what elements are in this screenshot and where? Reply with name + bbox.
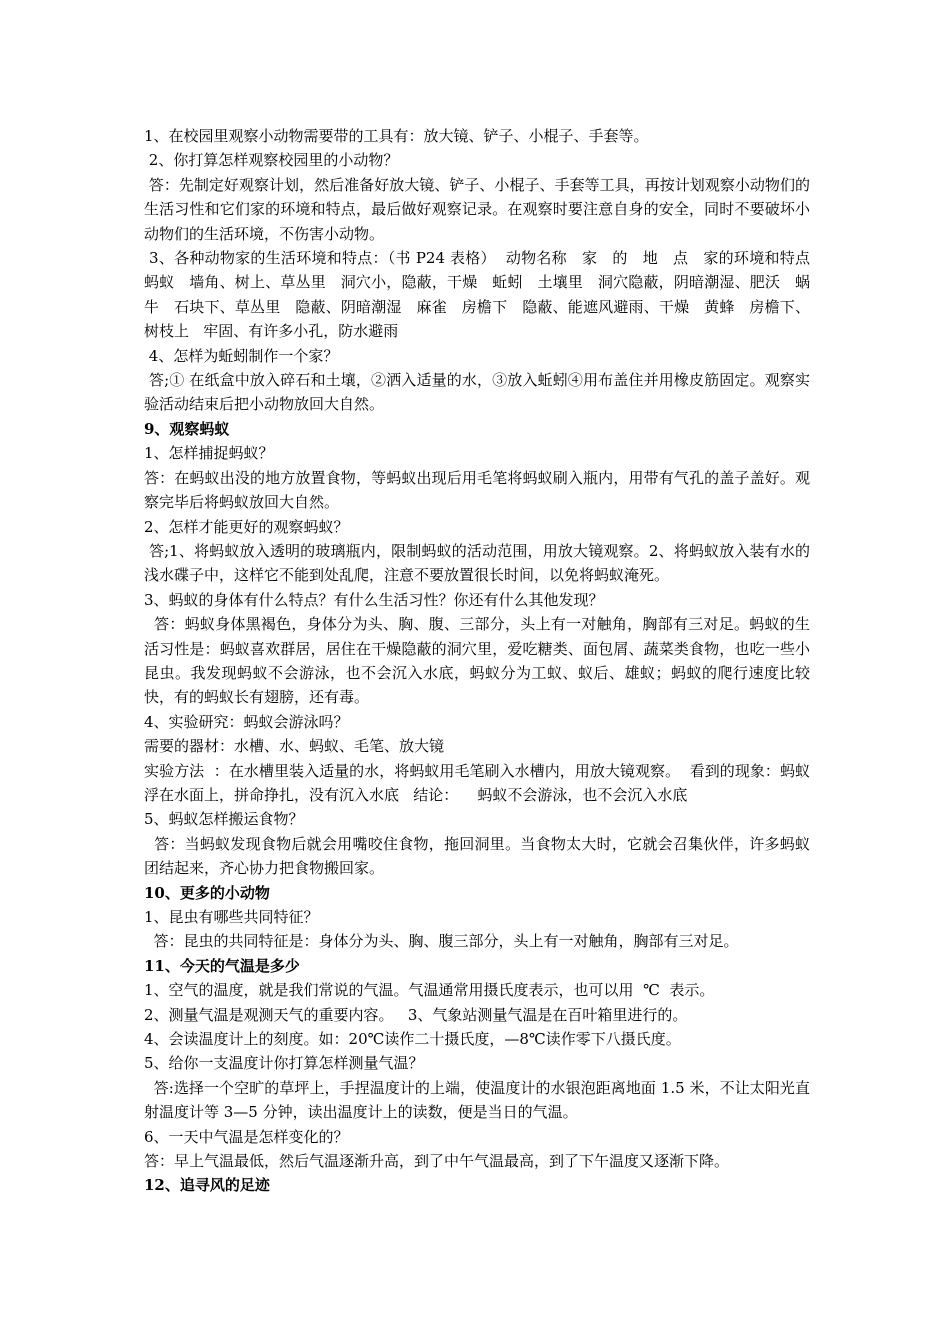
paragraph: 答：昆虫的共同特征是：身体分为头、胸、腹三部分，头上有一对触角，胸部有三对足。 <box>144 932 739 951</box>
paragraph: 3、各种动物家的生活环境和特点：（书 P24 表格） 动物名称 家 的 地 点 家的环境和特点 蚂蚁 墙角、树上、草丛里 洞穴小，隐蔽，干燥 蚯蚓 土壤里 洞穴隐蔽，阴暗潮湿、肥沃 蜗牛 石块下、草丛里 隐蔽、阴暗潮湿 麻雀 房檐下 隐蔽、能遮风避雨、干燥 黄蜂 房檐下、树枝上 牢固、有许多小孔，防水避雨 <box>144 249 825 341</box>
paragraph: 1、在校园里观察小动物需要带的工具有：放大镜、铲子、小棍子、手套等。 <box>144 127 649 145</box>
paragraph: 答：在蚂蚁出没的地方放置食物，等蚂蚁出现后用毛笔将蚂蚁刷入瓶内，用带有气孔的盖子盖好。观察完毕后将蚂蚁放回大自然。 <box>144 468 810 512</box>
paragraph: 答：蚂蚁身体黑褐色，身体分为头、胸、腹、三部分，头上有一对触角，胸部有三对足。蚂蚁的生活习性是：蚂蚁喜欢群居，居住在干燥隐蔽的洞穴里，爱吃糖类、面包屑、蔬菜类食物，也吃一些小昆虫。我发现蚂蚁不会游泳，也不会沉入水底，蚂蚁分为工蚁、蚁后、雄蚁；蚂蚁的爬行速度比较快，有的蚂蚁长有翅膀，还有毒。 <box>144 615 810 707</box>
paragraph: 1、空气的温度，就是我们常说的气温。气温通常用摄氏度表示，也可以用 ℃ 表示。 <box>144 981 715 1000</box>
paragraph: 6、一天中气温是怎样变化的？ <box>144 1127 349 1146</box>
paragraph: 2、测量气温是观测天气的重要内容。 3、气象站测量气温是在百叶箱里进行的。 <box>144 1005 688 1024</box>
paragraph: 3、蚂蚁的身体有什么特点？有什么生活习性？你还有什么其他发现？ <box>144 590 604 609</box>
paragraph: 答;1、将蚂蚁放入透明的玻璃瓶内，限制蚂蚁的活动范围，用放大镜观察。2、将蚂蚁放入装有水的浅水碟子中，这样它不能到处乱爬，注意不要放置很长时间，以免将蚂蚁淹死。 <box>144 541 810 585</box>
paragraph: 答：先制定好观察计划，然后准备好放大镜、铲子、小棍子、手套等工具，再按计划观察小动物们的生活习性和它们家的环境和特点，最后做好观察记录。在观察时要注意自身的安全，同时不要破坏小动物们的生活环境，不伤害小动物。 <box>144 175 810 243</box>
paragraph: 4、会读温度计上的刻度。如：20℃读作二十摄氏度，—8℃读作零下八摄氏度。 <box>144 1030 681 1049</box>
paragraph: 5、给你一支温度计你打算怎样测量气温？ <box>144 1054 424 1073</box>
document-page <box>144 124 825 1198</box>
paragraph: 4、实验研究：蚂蚁会游泳吗？ <box>144 712 349 731</box>
paragraph: 实验方法 ：在水槽里装入适量的水，将蚂蚁用毛笔刷入水槽内，用放大镜观察。 看到的现象：蚂蚁浮在水面上，拼命挣扎，没有沉入水底 结论： 蚂蚁不会游泳，也不会沉入水底 <box>144 761 810 804</box>
paragraph: 2、你打算怎样观察校园里的小动物？ <box>144 151 399 170</box>
paragraph: 4、怎样为蚯蚓制作一个家？ <box>144 346 339 365</box>
paragraph: 1、怎样捕捉蚂蚁？ <box>144 444 274 463</box>
paragraph: 答：当蚂蚁发现食物后就会用嘴咬住食物，拖回洞里。当食物太大时，它就会召集伙伴，许多蚂蚁团结起来，齐心协力把食物搬回家。 <box>144 834 810 878</box>
paragraph: 答:选择一个空旷的草坪上，手捏温度计的上端，使温度计的水银泡距离地面 1.5 米，不让太阳光直射温度计等 3—5 分钟，读出温度计上的读数，便是当日的气温。 <box>144 1078 810 1122</box>
paragraph: 需要的器材：水槽、水、蚂蚁、毛笔、放大镜 <box>144 737 445 756</box>
section-heading: 12、追寻风的足迹 <box>144 1176 270 1195</box>
section-heading: 10、更多的小动物 <box>144 883 270 902</box>
paragraph: 1、昆虫有哪些共同特征？ <box>144 908 319 926</box>
paragraph: 5、蚂蚁怎样搬运食物？ <box>144 810 304 829</box>
paragraph: 答：早上气温最低，然后气温逐渐升高，到了中午气温最高，到了下午温度又逐渐下降。 <box>144 1152 730 1171</box>
section-heading: 11、今天的气温是多少 <box>144 956 300 975</box>
paragraph: 答;① 在纸盒中放入碎石和土壤，②洒入适量的水，③放入蚯蚓④用布盖住并用橡皮筋固定。观察实验活动结束后把小动物放回大自然。 <box>144 371 810 414</box>
paragraph: 2、怎样才能更好的观察蚂蚁？ <box>144 517 349 536</box>
section-heading: 9、观察蚂蚁 <box>144 419 230 438</box>
